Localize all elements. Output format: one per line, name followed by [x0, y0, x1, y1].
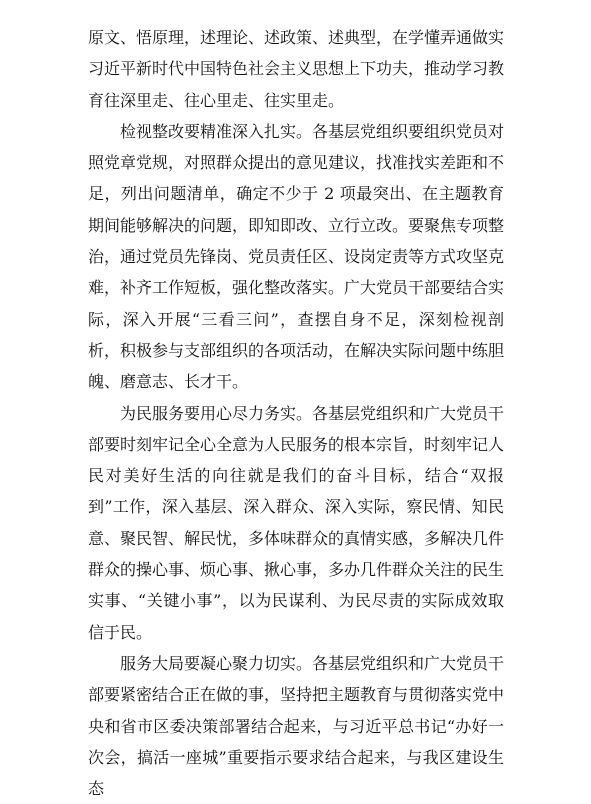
paragraph-serve-people: 为民服务要用心尽力务实。各基层党组织和广大党员干部要时刻牢记全心全意为人民服务的根本宗旨，时刻牢记人民对美好生活的向往就是我们的奋斗目标，结合“双报到”工作，深入基层、深入群众、深入实际，察民情、知民意、聚民智、解民忧，多体味群众的真情实感，多解决几件群众的操心事、烦心事、揪心事，多办几件群众关注的民生实事、“关键小事”，以为民谋利、为民尽责的实际成效取信于民。 — [88, 403, 505, 642]
paragraph-continuation: 原文、悟原理，述理论、述政策、述典型，在学懂弄通做实习近平新时代中国特色社会主义思想上下功夫，推动学习教育往深里走、往心里走、往实里走。 — [88, 28, 505, 110]
paragraph-serve-overall-situation: 服务大局要凝心聚力切实。各基层党组织和广大党员干部要紧密结合正在做的事，坚持把主题教育与贯彻落实党中央和省市区委决策部署结合起来，与习近平总书记“办好一次会，搞活一座城”重要指示要求结合起来，与我区建设生态 — [88, 653, 505, 799]
document-body — [88, 22, 504, 804]
paragraph-inspection-rectification: 检视整改要精准深入扎实。各基层党组织要组织党员对照党章党规，对照群众提出的意见建议，找准找实差距和不足，列出问题清单，确定不少于 2 项最突出、在主题教育期间能够解决的问题，即知即改、立行立改。要聚焦专项整治，通过党员先锋岗、党员责任区、设岗定责等方式攻坚克难，补齐工作短板，强化整改落实。广大党员干部要结合实际，深入开展“三看三问”，查摆自身不足，深刻检视剖析，积极参与支部组织的各项活动，在解决实际问题中练胆魄、磨意志、长才干。 — [88, 121, 505, 392]
